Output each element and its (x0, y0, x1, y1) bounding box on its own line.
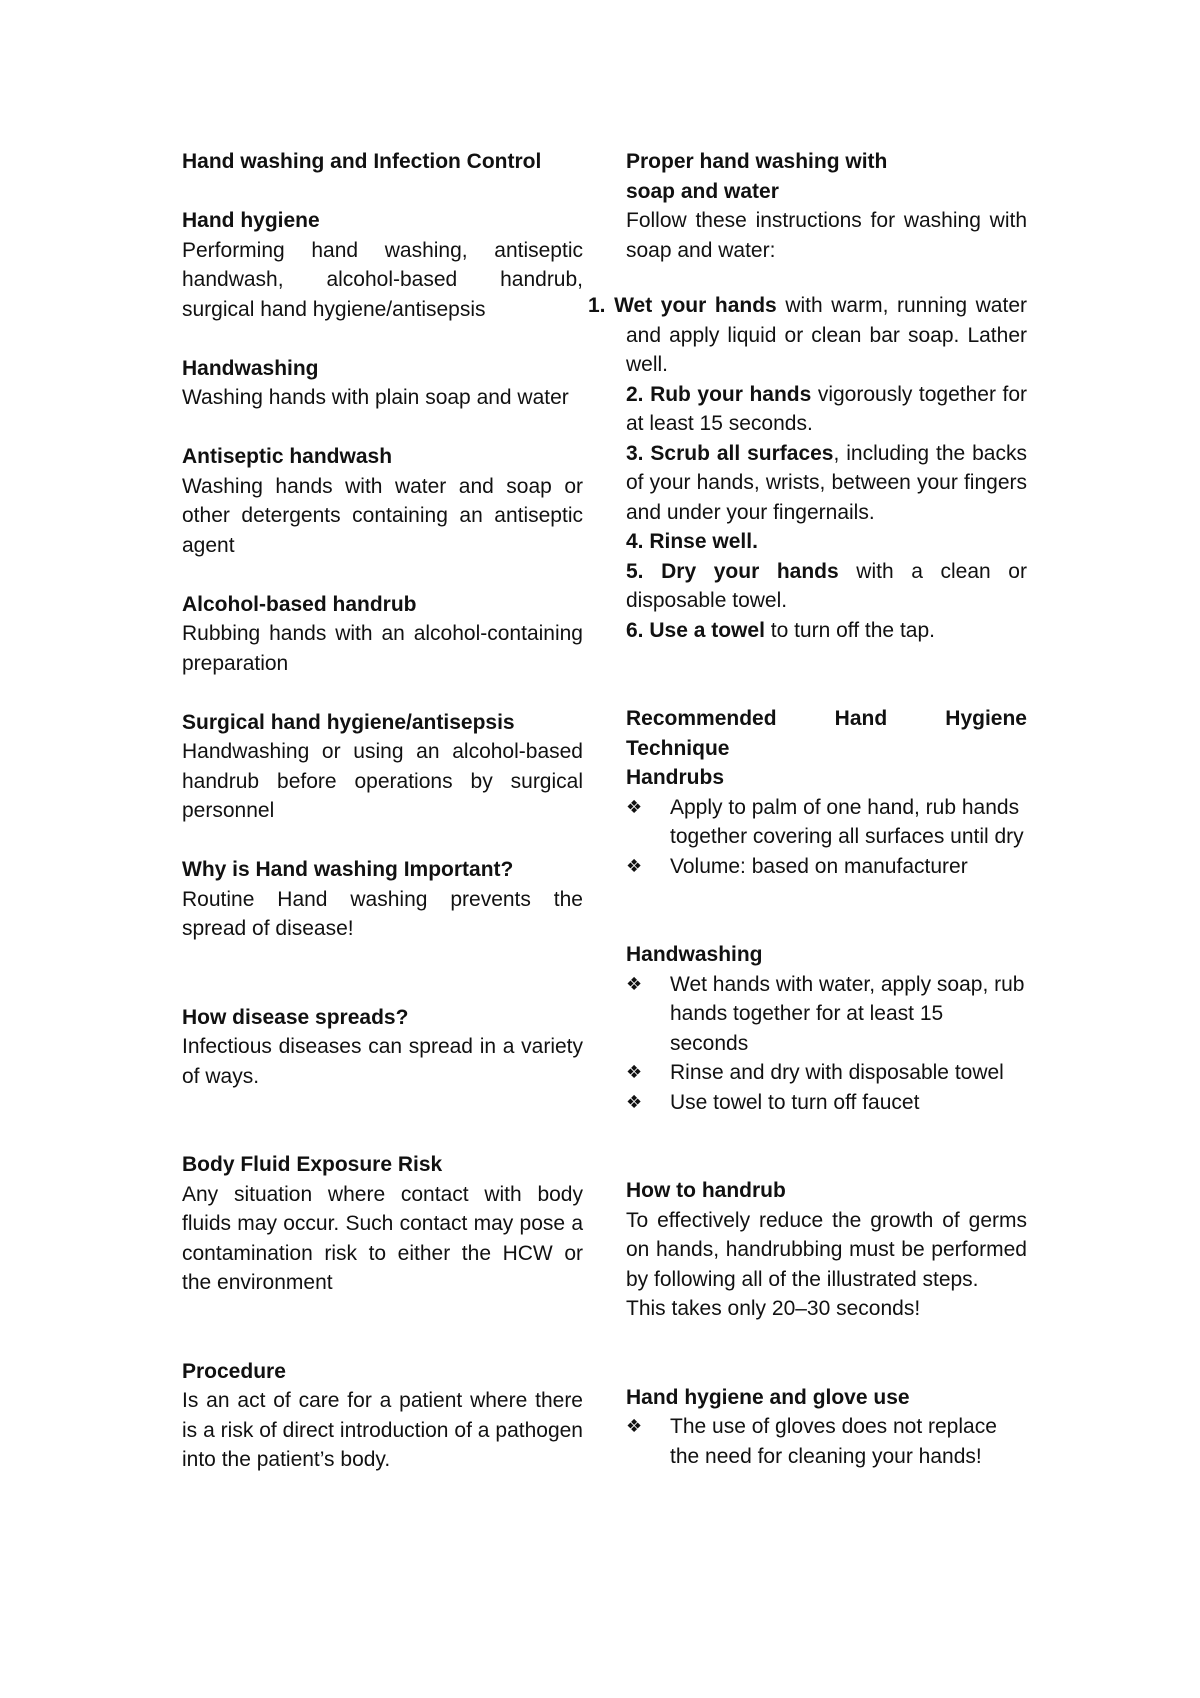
diamond-bullet-icon: ❖ (626, 855, 643, 877)
list-item: ❖ Volume: based on manufacturer (670, 852, 1027, 882)
section-intro: Follow these instructions for washing with soap and water: (626, 209, 1027, 262)
section-heading: Alcohol-based handrub (182, 592, 417, 616)
step-item: 4. Rinse well. (626, 530, 758, 553)
section-proper-handwashing (588, 147, 1028, 645)
section-body: Handwashing or using an alcohol-based handrub before operations by surgical personnel (182, 740, 583, 822)
step-item: 3. Scrub all surfaces, including the backs of your hands, wrists, between your fingers and under your fingernails. (626, 441, 1027, 524)
subheading-handrubs: Handrubs (626, 766, 725, 789)
section-procedure (182, 1357, 583, 1475)
section-disease-spread (182, 1003, 583, 1092)
section-heading: How disease spreads? (182, 1005, 409, 1029)
list-item: ❖ Apply to palm of one hand, rub hands together covering all surfaces until dry (670, 793, 1027, 852)
glove-list (626, 1412, 1027, 1471)
handwashing-steps (588, 291, 1028, 645)
document-title: Hand washing and Infection Control (182, 150, 542, 173)
list-item: ❖ The use of gloves does not replace the need for cleaning your hands! (670, 1412, 1027, 1471)
section-body: Rubbing hands with an alcohol-containing preparation (182, 622, 583, 675)
section-body: To effectively reduce the growth of germs on hands, handrubbing must be performed by following all of the illustrated steps. (626, 1208, 1027, 1291)
list-item: ❖ Rinse and dry with disposable towel (670, 1058, 1027, 1088)
section-body: Washing hands with plain soap and water (182, 386, 569, 409)
section-note: This takes only 20–30 seconds! (626, 1297, 921, 1320)
section-body: Is an act of care for a patient where there is a risk of direct introduction of a pathogen into the patient’s body. (182, 1389, 583, 1471)
section-heading: How to handrub (626, 1179, 786, 1202)
diamond-bullet-icon: ❖ (626, 1062, 643, 1083)
section-heading: Proper hand washing with (626, 150, 888, 173)
section-heading: Handwashing (182, 356, 319, 380)
section-body: Washing hands with water and soap or other detergents containing an antiseptic agent (182, 474, 583, 557)
diamond-bullet-icon: ❖ (626, 1091, 643, 1113)
section-heading: Recommended Hand Hygiene (626, 707, 1027, 730)
subheading-handwashing: Handwashing (626, 943, 763, 966)
section-body: Routine Hand washing prevents the spread of disease! (182, 887, 583, 940)
step-item: 5. Dry your hands with a clean or disposable towel. (626, 559, 1027, 612)
section-body-fluid-risk (182, 1150, 583, 1298)
section-alcohol-handrub (182, 590, 583, 679)
section-why-important (182, 855, 583, 944)
step-item: 1. Wet your hands with warm, running water and apply liquid or clean bar soap. Lather well. (588, 294, 1027, 376)
section-body: Performing hand washing, antiseptic handwash, alcohol-based handrub, surgical hand hygiene/antisepsis (182, 238, 583, 321)
section-heading: Procedure (182, 1359, 286, 1383)
list-item: ❖ Use towel to turn off faucet (670, 1088, 1027, 1118)
diamond-bullet-icon: ❖ (626, 796, 643, 818)
step-item: 6. Use a towel to turn off the tap. (626, 618, 935, 642)
step-item: 2. Rub your hands vigorously together for at least 15 seconds. (626, 382, 1028, 435)
section-body: Any situation where contact with body fluids may occur. Such contact may pose a contamination risk to either the HCW or the environment (182, 1182, 583, 1294)
section-recommended-technique (626, 704, 1027, 1117)
section-heading-line2: Technique (626, 736, 730, 760)
section-body: Infectious diseases can spread in a variety of ways. (182, 1035, 583, 1088)
section-heading: Body Fluid Exposure Risk (182, 1153, 443, 1176)
list-item: ❖ Wet hands with water, apply soap, rub hands together for at least 15 seconds (670, 970, 1027, 1059)
diamond-bullet-icon: ❖ (626, 973, 643, 995)
section-heading: Hand hygiene and glove use (626, 1385, 910, 1409)
section-hand-hygiene (182, 206, 583, 324)
section-surgical-hygiene (182, 708, 583, 826)
section-how-to-handrub (626, 1176, 1027, 1324)
section-heading: Hand hygiene (182, 209, 320, 232)
section-handwashing (182, 354, 583, 413)
handrubs-list (626, 793, 1027, 882)
right-column (588, 147, 1028, 1471)
diamond-bullet-icon: ❖ (626, 1416, 643, 1437)
section-heading: Why is Hand washing Important? (182, 858, 514, 881)
section-antiseptic-handwash (182, 442, 583, 560)
section-heading: Surgical hand hygiene/antisepsis (182, 710, 515, 734)
left-column (182, 147, 583, 1475)
handwashing-list (626, 970, 1027, 1118)
section-heading-line2: soap and water (626, 179, 779, 203)
section-glove-use (626, 1383, 1027, 1472)
section-heading: Antiseptic handwash (182, 445, 393, 468)
